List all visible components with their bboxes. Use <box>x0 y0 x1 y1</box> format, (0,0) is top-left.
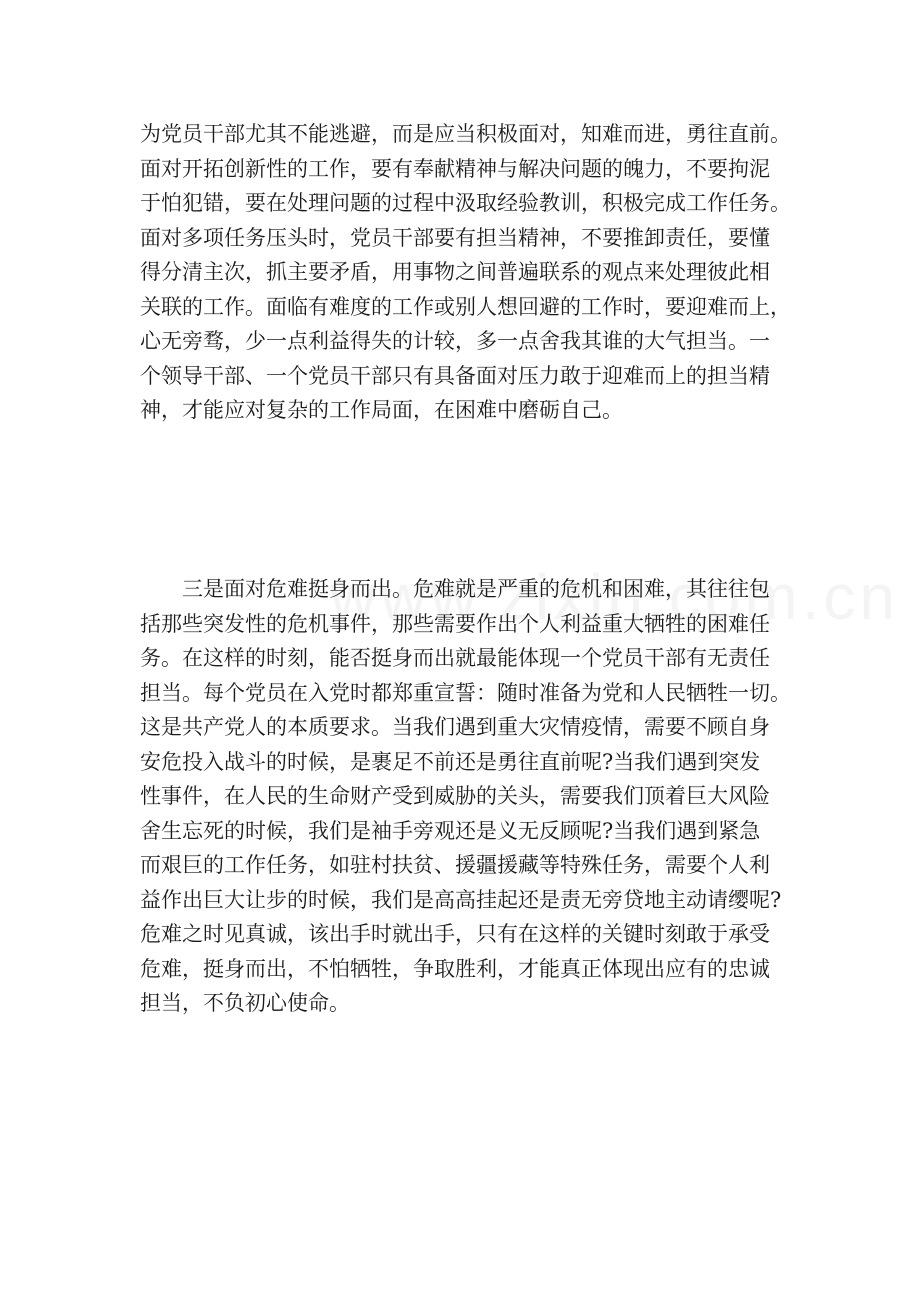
text-line: 担当，不负初心使命。 <box>140 991 350 1015</box>
text-line: 面对多项任务压头时，党员干部要有担当精神，不要推卸责任，要懂 <box>140 225 770 250</box>
text-line: 危难，挺身而出，不怕牺牲，争取胜利，才能真正体现出应有的忠诚 <box>140 956 770 981</box>
text-line: 这是共产党人的本质要求。当我们遇到重大灾情疫情，需要不顾自身 <box>140 715 770 739</box>
text-line: 括那些突发性的危机事件，那些需要作出个人利益重大牺牲的困难任 <box>140 611 770 636</box>
text-line: 担当。每个党员在入党时都郑重宣誓：随时准备为党和人民牺牲一切。 <box>140 680 791 705</box>
text-line: 于怕犯错，要在处理问题的过程中汲取经验教训，积极完成工作任务。 <box>140 191 791 215</box>
text-line: 而艰巨的工作任务，如驻村扶贫、援疆援藏等特殊任务，需要个人利 <box>140 853 770 877</box>
text-line: 关联的工作。面临有难度的工作或别人想回避的工作时，要迎难而上， <box>140 294 791 319</box>
text-line: 面对开拓创新性的工作，要有奉献精神与解决问题的魄力，不要拘泥 <box>140 156 770 181</box>
text-line: 个领导干部、一个党员干部只有具备面对压力敢于迎难而上的担当精 <box>140 363 770 388</box>
text-line: 安危投入战斗的时候，是裹足不前还是勇往直前呢?当我们遇到突发 <box>140 749 761 774</box>
text-line: 务。在这样的时刻，能否挺身而出就最能体现一个党员干部有无责任 <box>140 646 770 670</box>
paragraph-1 <box>140 117 790 428</box>
text-line: 危难之时见真诚，该出手时就出手，只有在这样的关键时刻敢于承受 <box>140 922 770 946</box>
text-line: 得分清主次，抓主要矛盾，用事物之间普遍联系的观点来处理彼此相 <box>140 260 770 284</box>
text-line: 三是面对危难挺身而出。危难就是严重的危机和困难，其往往包 <box>140 577 770 601</box>
text-line: 神，才能应对复杂的工作局面，在困难中磨砺自己。 <box>140 398 623 422</box>
paragraph-2 <box>140 572 790 1021</box>
text-line: 心无旁骛，少一点利益得失的计较，多一点舍我其谁的大气担当。一 <box>140 329 770 353</box>
text-line: 舍生忘死的时候，我们是袖手旁观还是义无反顾呢?当我们遇到紧急 <box>140 818 761 843</box>
text-line: 为党员干部尤其不能逃避，而是应当积极面对，知难而进，勇往直前。 <box>140 122 791 146</box>
text-line: 益作出巨大让步的时候，我们是高高挂起还是责无旁贷地主动请缨呢? <box>140 887 782 912</box>
text-line: 性事件，在人民的生命财产受到威胁的关头，需要我们顶着巨大风险 <box>140 784 770 808</box>
